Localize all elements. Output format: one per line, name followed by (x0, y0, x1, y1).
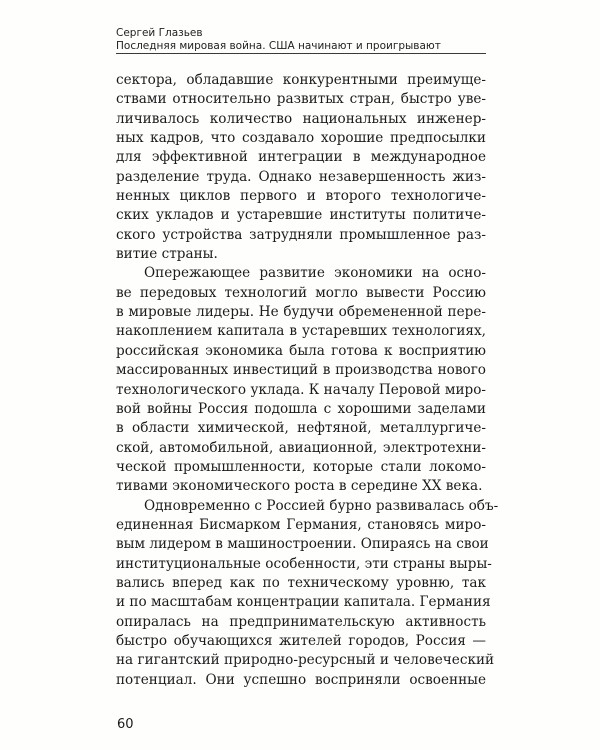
text-line: в мировые лидеры. Не будучи обремененной пере- (116, 304, 486, 321)
text-line: опиралась на предпринимательскую активность (116, 613, 486, 630)
body-text (116, 71, 499, 690)
text-line: разделение труда. Однако незавершенность жиз- (116, 168, 486, 185)
text-line: институциональные особенности, эти страны выры- (116, 555, 492, 572)
author-name: Сергей Глазьев (116, 27, 203, 39)
book-title: Последняя мировая война. США начинают и проигрывают (116, 40, 486, 55)
text-line: ской, автомобильной, авиационной, электротехни- (116, 439, 486, 456)
text-line: ческой промышленности, которые стали локомо- (116, 458, 486, 475)
text-line: для эффективной интеграции в международное (116, 149, 486, 166)
text-line: Одновременно с Россией бурно развивалась объ- (144, 497, 499, 514)
text-line: ных кадров, что создавало хорошие предпосылки (116, 130, 486, 147)
text-line: единенная Бисмарком Германия, становясь миро- (116, 516, 486, 533)
text-line: в области химической, нефтяной, металлургиче- (116, 420, 486, 437)
text-line: сектора, обладавшие конкурентными преимуще- (116, 72, 486, 88)
text-line: вались вперед как по техническому уровню, так (116, 574, 486, 591)
text-line: на гигантский природно-ресурсный и человеческий (116, 652, 495, 669)
text-line: массированных инвестиций в производства нового (116, 362, 486, 379)
page-number: 60 (117, 717, 134, 732)
text-line: технологического уклада. К началу Перовой миро- (116, 381, 486, 398)
text-line: ского устройства затрудняли промышленное раз- (116, 226, 486, 243)
paragraph (116, 497, 499, 690)
running-head (116, 27, 486, 54)
text-line: ствами относительно развитых стран, быстро уве- (116, 91, 486, 108)
paragraph (116, 71, 486, 264)
paragraph (116, 264, 486, 496)
text-line: накоплением капитала в устаревших технологиях, (116, 323, 486, 340)
text-line: тивами экономического роста в середине XX века. (116, 478, 483, 495)
text-line: быстро обучающихся жителей городов, Россия — (116, 632, 486, 649)
text-line: витие страны. (116, 246, 218, 263)
text-line: ских укладов и устаревшие институты политиче- (116, 207, 486, 224)
text-line: российская экономика была готова к восприятию (116, 342, 486, 359)
text-line: вой войны Россия подошла с хорошими заделами (116, 400, 486, 417)
text-line: Опережающее развитие экономики на осно- (144, 265, 486, 282)
text-line: и по масштабам концентрации капитала. Германия (116, 594, 491, 611)
text-line: вым лидером в машиностроении. Опираясь на свои (116, 536, 489, 553)
text-line: потенциал. Они успешно восприняли освоенные (116, 671, 486, 688)
text-line: ненных циклов первого и второго технологиче- (116, 188, 486, 205)
text-line: личивалось количество национальных инженер- (116, 110, 486, 127)
text-line: ве передовых технологий могло вывести Россию (116, 284, 486, 301)
